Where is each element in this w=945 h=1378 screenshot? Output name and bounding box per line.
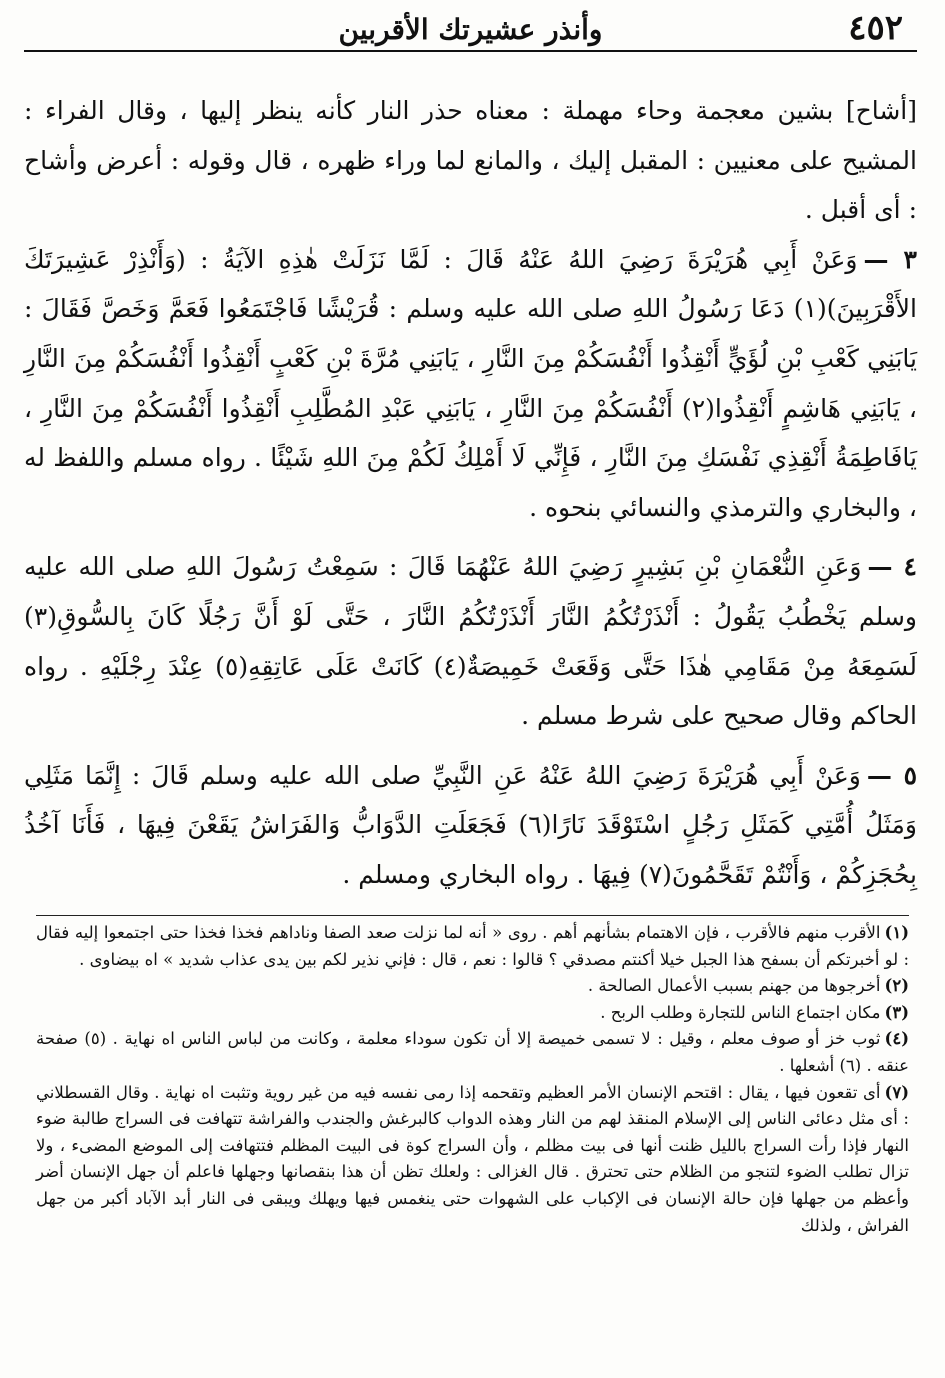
footnote-number: (٤) bbox=[884, 1029, 909, 1049]
footnote-text: أخرجوها من جهنم بسبب الأعمال الصالحة . bbox=[587, 976, 881, 996]
footnote bbox=[36, 920, 909, 973]
footnote bbox=[36, 1080, 909, 1240]
hadith-5 bbox=[24, 751, 917, 900]
hadith-text: وَعَنِ النُّعْمَانِ بْنِ بَشِيرٍ رَضِيَ اللهُ عَنْهُمَا قَالَ : سَمِعْتُ رَسُولَ اللهِ صلى الله عليه وسلم يَخْطُبُ يَقُولُ : أَنْذَرْتُكُمُ النَّارَ أَنْذَرْتُكُمُ النَّارَ ، حَتَّى لَوْ أَنَّ رَجُلًا كَانَ بِالسُّوقِ(٣) لَسَمِعَهُ مِنْ مَقَامِي هٰذَا حَتَّى وَقَعَتْ خَمِيصَةٌ(٤) كَانَتْ عَلَى عَاتِقِهِ(٥) عِنْدَ رِجْلَيْهِ . رواه الحاكم وقال صحيح على شرط مسلم . bbox=[24, 552, 918, 731]
hadith-3 bbox=[24, 235, 917, 533]
footnote-number: (٣) bbox=[884, 1002, 909, 1022]
page-header bbox=[24, 8, 917, 52]
page-number: ٤٥٢ bbox=[848, 8, 903, 48]
footnote-text: الأقرب منهم فالأقرب ، فإن الاهتمام بشأنهم أهم . روى « أنه لما نزلت صعد الصفا وناداهم فخذا فخذا حتى اجتمعوا إليه فقال : لو أخبرتكم أن بسفح هذا الجبل خيلا أكنتم مصدقي ؟ قالوا : نعم ، قال : فإني نذير لكم بين يدى عذاب شديد » اه بيضاوى . bbox=[36, 923, 909, 969]
hadith-number: ٣ — bbox=[863, 244, 917, 274]
hadith-text: وَعَنْ أَبِي هُرَيْرَةَ رَضِيَ اللهُ عَنْهُ قَالَ : لَمَّا نَزَلَتْ هٰذِهِ الآيَةُ : (وَأَنْذِرْ عَشِيرَتَكَ الأَقْرَبِينَ)(١) دَعَا رَسُولُ اللهِ صلى الله عليه وسلم : قُرَيْشًا فَاجْتَمَعُوا فَعَمَّ وَخَصَّ فَقَالَ : يَابَنِي كَعْبِ بْنِ لُؤَيٍّ أَنْقِذُوا أَنْفُسَكُمْ مِنَ النَّارِ ، يَابَنِي مُرَّةَ بْنِ كَعْبٍ أَنْقِذُوا أَنْفُسَكُمْ مِنَ النَّارِ ، يَابَنِي هَاشِمٍ أَنْقِذُوا(٢) أَنْفُسَكُمْ مِنَ النَّارِ ، يَابَنِي عَبْدِ المُطَّلِبِ أَنْقِذُوا أَنْفُسَكُمْ مِنَ النَّارِ ، يَافَاطِمَةُ أَنْقِذِي نَفْسَكِ مِنَ النَّارِ ، فَإِنِّي لَا أَمْلِكُ لَكُمْ مِنَ اللهِ شَيْئًا . رواه مسلم واللفظ له ، والبخاري والترمذي والنسائي بنحوه . bbox=[24, 244, 917, 522]
footnote-text: مكان اجتماع الناس للتجارة وطلب الربح . bbox=[600, 1002, 881, 1022]
hadith-text: وَعَنْ أَبِي هُرَيْرَةَ رَضِيَ اللهُ عَنْهُ عَنِ النَّبِيِّ صلى الله عليه وسلم قَالَ : إِنَّمَا مَثَلِي وَمَثَلُ أُمَّتِي كَمَثَلِ رَجُلٍ اسْتَوْقَدَ نَارًا(٦) فَجَعَلَتِ الدَّوَابُّ وَالفَرَاشُ يَقَعْنَ فِيهَا ، فَأَنَا آخُذُ بِحُجَزِكُمْ ، وَأَنْتُمْ تَقَحَّمُونَ(٧) فِيهَا . رواه البخاري ومسلم . bbox=[24, 760, 917, 889]
main-text bbox=[24, 86, 917, 900]
running-title: وأنذر عشيرتك الأقربين bbox=[338, 13, 603, 46]
footnote-text: ثوب خز أو صوف معلم ، وقيل : لا تسمى خميصة إلا أن تكون سوداء معلمة ، وكانت من لباس الناس اه نهاية . (٥) صفحة عنقه . (٦) أشعلها . bbox=[36, 1029, 909, 1075]
footnote-text: أى تقعون فيها ، يقال : اقتحم الإنسان الأمر العظيم وتقحمه إذا رمى نفسه فيه من غير روية وتثبت اه نهاية . وقال القسطلاني : أى مثل دعائى الناس إلى الإسلام المنقذ لهم من النار وهذه الدواب كالبرغش والجندب والفراشة تتهافت فى السراج طالبة ضوء النهار فإذا رأت السراج بالليل ظنت أنها فى بيت مظلم ، وأن السراج كوة فى البيت المظلم فتتهافت إلى الموضع المضىء ، ولا تزال تطلب الضوء لتنجو من الظلام حتى تحترق . قال الغزالى : ولعلك تظن أن هذا بنقصانها وجهلها فاعلم أن جهل الإنسان أضر وأعظم من جهلها فإن حالة الإنسان فى الإكباب على الشهوات حتى ينغمس فيها ويهلك ويبقى فى النار أبد الآباد أكبر من جهل الفراش ، ولذلك bbox=[36, 1082, 909, 1235]
footnote-number: (٧) bbox=[884, 1082, 909, 1102]
footnote bbox=[36, 973, 909, 1000]
hadith-4 bbox=[24, 542, 917, 740]
hadith-number: ٥ — bbox=[866, 760, 917, 790]
footnote bbox=[36, 1000, 909, 1027]
footnote-number: (٢) bbox=[884, 976, 909, 996]
hadith-number: ٤ — bbox=[867, 552, 917, 582]
intro-paragraph: [أشاح] بشين معجمة وحاء مهملة : معناه حذر النار كأنه ينظر إليها ، وقال الفراء : المشيح على معنيين : المقبل إليك ، والمانع لما وراء ظهره ، قال وقوله : أعرض وأشاح : أى أقبل . bbox=[24, 96, 917, 225]
footnotes bbox=[36, 915, 909, 1239]
footnote bbox=[36, 1026, 909, 1079]
footnote-number: (١) bbox=[884, 923, 909, 942]
